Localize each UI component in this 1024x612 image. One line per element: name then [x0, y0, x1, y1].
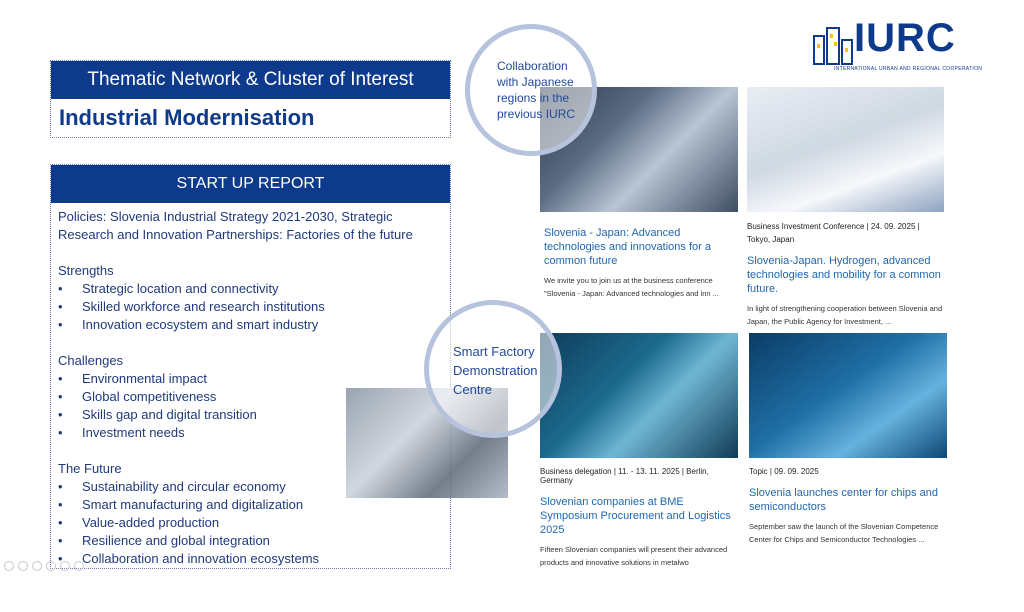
smart-factory-text: Smart Factory Demonstration Centre — [453, 344, 538, 397]
startup-report — [50, 164, 451, 569]
list-item: • Skilled workforce and research institutions — [58, 298, 442, 316]
menu-icon[interactable] — [74, 561, 84, 571]
news-card[interactable] — [749, 467, 949, 546]
pen-icon[interactable] — [32, 561, 42, 571]
building-icon — [812, 22, 858, 66]
news-photo-smart-factory — [540, 333, 738, 458]
list-item: • Global competitiveness — [58, 388, 442, 406]
news-title[interactable]: Slovenia - Japan: Advanced technologies and innovations for a common future — [544, 227, 711, 267]
news-desc: September saw the launch of the Slovenian Competence Center for Chips and Semiconductor Technologies ... — [749, 522, 939, 544]
collaboration-text: Collaboration with Japanese regions in the previous IURC — [497, 59, 576, 121]
news-meta: Business delegation | 11. - 13. 11. 2025 | Berlin, Germany — [540, 467, 709, 485]
list-item: • Innovation ecosystem and smart industry — [58, 316, 442, 334]
next-slide-icon[interactable] — [18, 561, 28, 571]
list-item: • Sustainability and circular economy — [58, 478, 442, 496]
list-item: • Resilience and global integration — [58, 532, 442, 550]
report-title: START UP REPORT — [51, 165, 450, 203]
news-meta: Business Investment Conference | 24. 09. 2025 | Tokyo, Japan — [747, 222, 920, 244]
news-card[interactable] — [540, 467, 740, 569]
future-heading: The Future — [58, 461, 122, 476]
list-item: • Investment needs — [58, 424, 442, 442]
zoom-icon[interactable] — [60, 561, 70, 571]
list-item: • Skills gap and digital transition — [58, 406, 442, 424]
news-desc: In light of strengthening cooperation between Slovenia and Japan, the Public Agency for Investment, ... — [747, 304, 943, 326]
network-title: Thematic Network & Cluster of Interest — [51, 61, 450, 99]
network-title-box — [50, 60, 451, 138]
news-meta: Topic | 09. 09. 2025 — [749, 467, 819, 476]
news-title[interactable]: Slovenia launches center for chips and semiconductors — [749, 487, 938, 513]
slide-controls — [4, 561, 154, 573]
news-photo-hydrogen — [747, 87, 944, 212]
strengths-heading: Strengths — [58, 263, 114, 278]
list-item: • Smart manufacturing and digitalization — [58, 496, 442, 514]
view-icon[interactable] — [46, 561, 56, 571]
policies-text: Policies: Slovenia Industrial Strategy 2021-2030, Strategic Research and Innovation Partnerships: Factories of the future — [58, 209, 413, 242]
topic-title: Industrial Modernisation — [59, 105, 315, 130]
iurc-logo — [812, 16, 992, 72]
news-desc: We invite you to join us at the business conference "Slovenia - Japan: Advanced technologies and inn ... — [544, 276, 719, 298]
list-item: • Collaboration and innovation ecosystems — [58, 550, 442, 568]
challenges-heading: Challenges — [58, 353, 124, 368]
prev-slide-icon[interactable] — [4, 561, 14, 571]
list-item: • Environmental impact — [58, 370, 442, 388]
news-card[interactable] — [544, 224, 740, 300]
logo-subtitle: INTERNATIONAL URBAN AND REGIONAL COOPERATION — [834, 66, 983, 72]
news-photo-chip — [749, 333, 947, 458]
news-desc: Fifteen Slovenian companies will present their advanced products and innovative solutions in metalwo — [540, 545, 728, 567]
news-card[interactable] — [747, 220, 943, 328]
list-item: • Value-added production — [58, 514, 442, 532]
news-title[interactable]: Slovenia-Japan. Hydrogen, advanced technologies and mobility for a common future. — [747, 255, 941, 295]
list-item: • Strategic location and connectivity — [58, 280, 442, 298]
strengths-section — [58, 262, 442, 334]
logo-text: IURC — [854, 16, 956, 60]
news-title[interactable]: Slovenian companies at BME Symposium Procurement and Logistics 2025 — [540, 496, 731, 536]
report-body — [51, 203, 450, 568]
